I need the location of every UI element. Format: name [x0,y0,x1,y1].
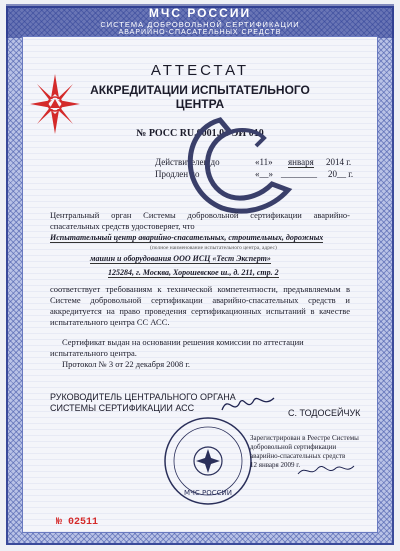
head-title-line1: РУКОВОДИТЕЛЬ ЦЕНТРАЛЬНОГО ОРГАНА [50,392,236,402]
compliance-paragraph: соответствует требованиям к технической компетентности, предъявляемым в Системе добровольной сертификации аварийно-спасательных средств и аккредитуется на право проведения сертификационных испытаний в качестве испытательного центра СС АСС. [50,284,350,327]
doc-subtitle-line2: ЦЕНТРА [175,97,225,111]
center-name-line1: Испытательный центр аварийно-спасательных, строительных, дорожных [50,233,324,242]
stamp-text: МЧС РОССИИ [184,489,232,497]
valid-until-day: «11» [255,157,273,167]
extended-until-day: «__» [255,169,273,179]
center-name-line2: машин и оборудования ООО ИСЦ «Тест Эксперт» [90,254,271,263]
registration-number: № РОСС RU.0001.03 ЭИ 010 [136,128,264,139]
header-system-line2: АВАРИЙНО-СПАСАТЕЛЬНЫХ СРЕДСТВ [118,29,282,36]
signatory-name: С. ТОДОСЕЙЧУК [288,408,361,418]
watermark-crescent-icon [160,112,310,222]
valid-until-year: 2014 г. [326,157,352,167]
basis-line2: испытательного центра. [50,348,137,358]
serial-number: № 02511 [56,517,99,528]
protocol-line: Протокол № 3 от 22 декабря 2008 г. [62,359,191,369]
doc-title: АТТЕСТАТ [150,62,250,79]
extended-until-label: Продлен до [155,169,200,179]
extended-until-year: 20__ г. [328,169,354,179]
registry-line3: аварийно-спасательных средств [250,452,346,460]
registry-date: 12 января 2009 г. [250,461,301,469]
registrar-signature-scribble [296,462,356,480]
header-org: МЧС РОССИИ [148,6,252,20]
official-stamp [162,415,254,507]
center-name-caption: (полное наименование испытательного центра, адрес) [150,245,277,251]
basis-line1: Сертификат выдан на основании решения комиссии по аттестации [62,337,304,347]
registry-line2: добровольной сертификации [250,443,337,451]
valid-until-month: января [288,157,314,167]
header-system-line1: СИСТЕМА ДОБРОВОЛЬНОЙ СЕРТИФИКАЦИИ [100,20,300,29]
doc-subtitle-line1: АККРЕДИТАЦИИ ИСПЫТАТЕЛЬНОГО [90,83,310,97]
center-address: 125284, г. Москва, Хорошевское ш., д. 211, стр. 2 [108,268,279,277]
registry-line1: Зарегистрирован в Реестре Системы [250,434,359,442]
extended-until-month: ________ [281,169,317,179]
intro-text: Центральный орган Системы добровольной сертификации аварийно-спасательных средств удостоверяет, что [50,210,350,231]
head-title-line2: СИСТЕМЫ СЕРТИФИКАЦИИ АСС [50,403,195,413]
valid-until-label: Действителен до [155,157,220,167]
